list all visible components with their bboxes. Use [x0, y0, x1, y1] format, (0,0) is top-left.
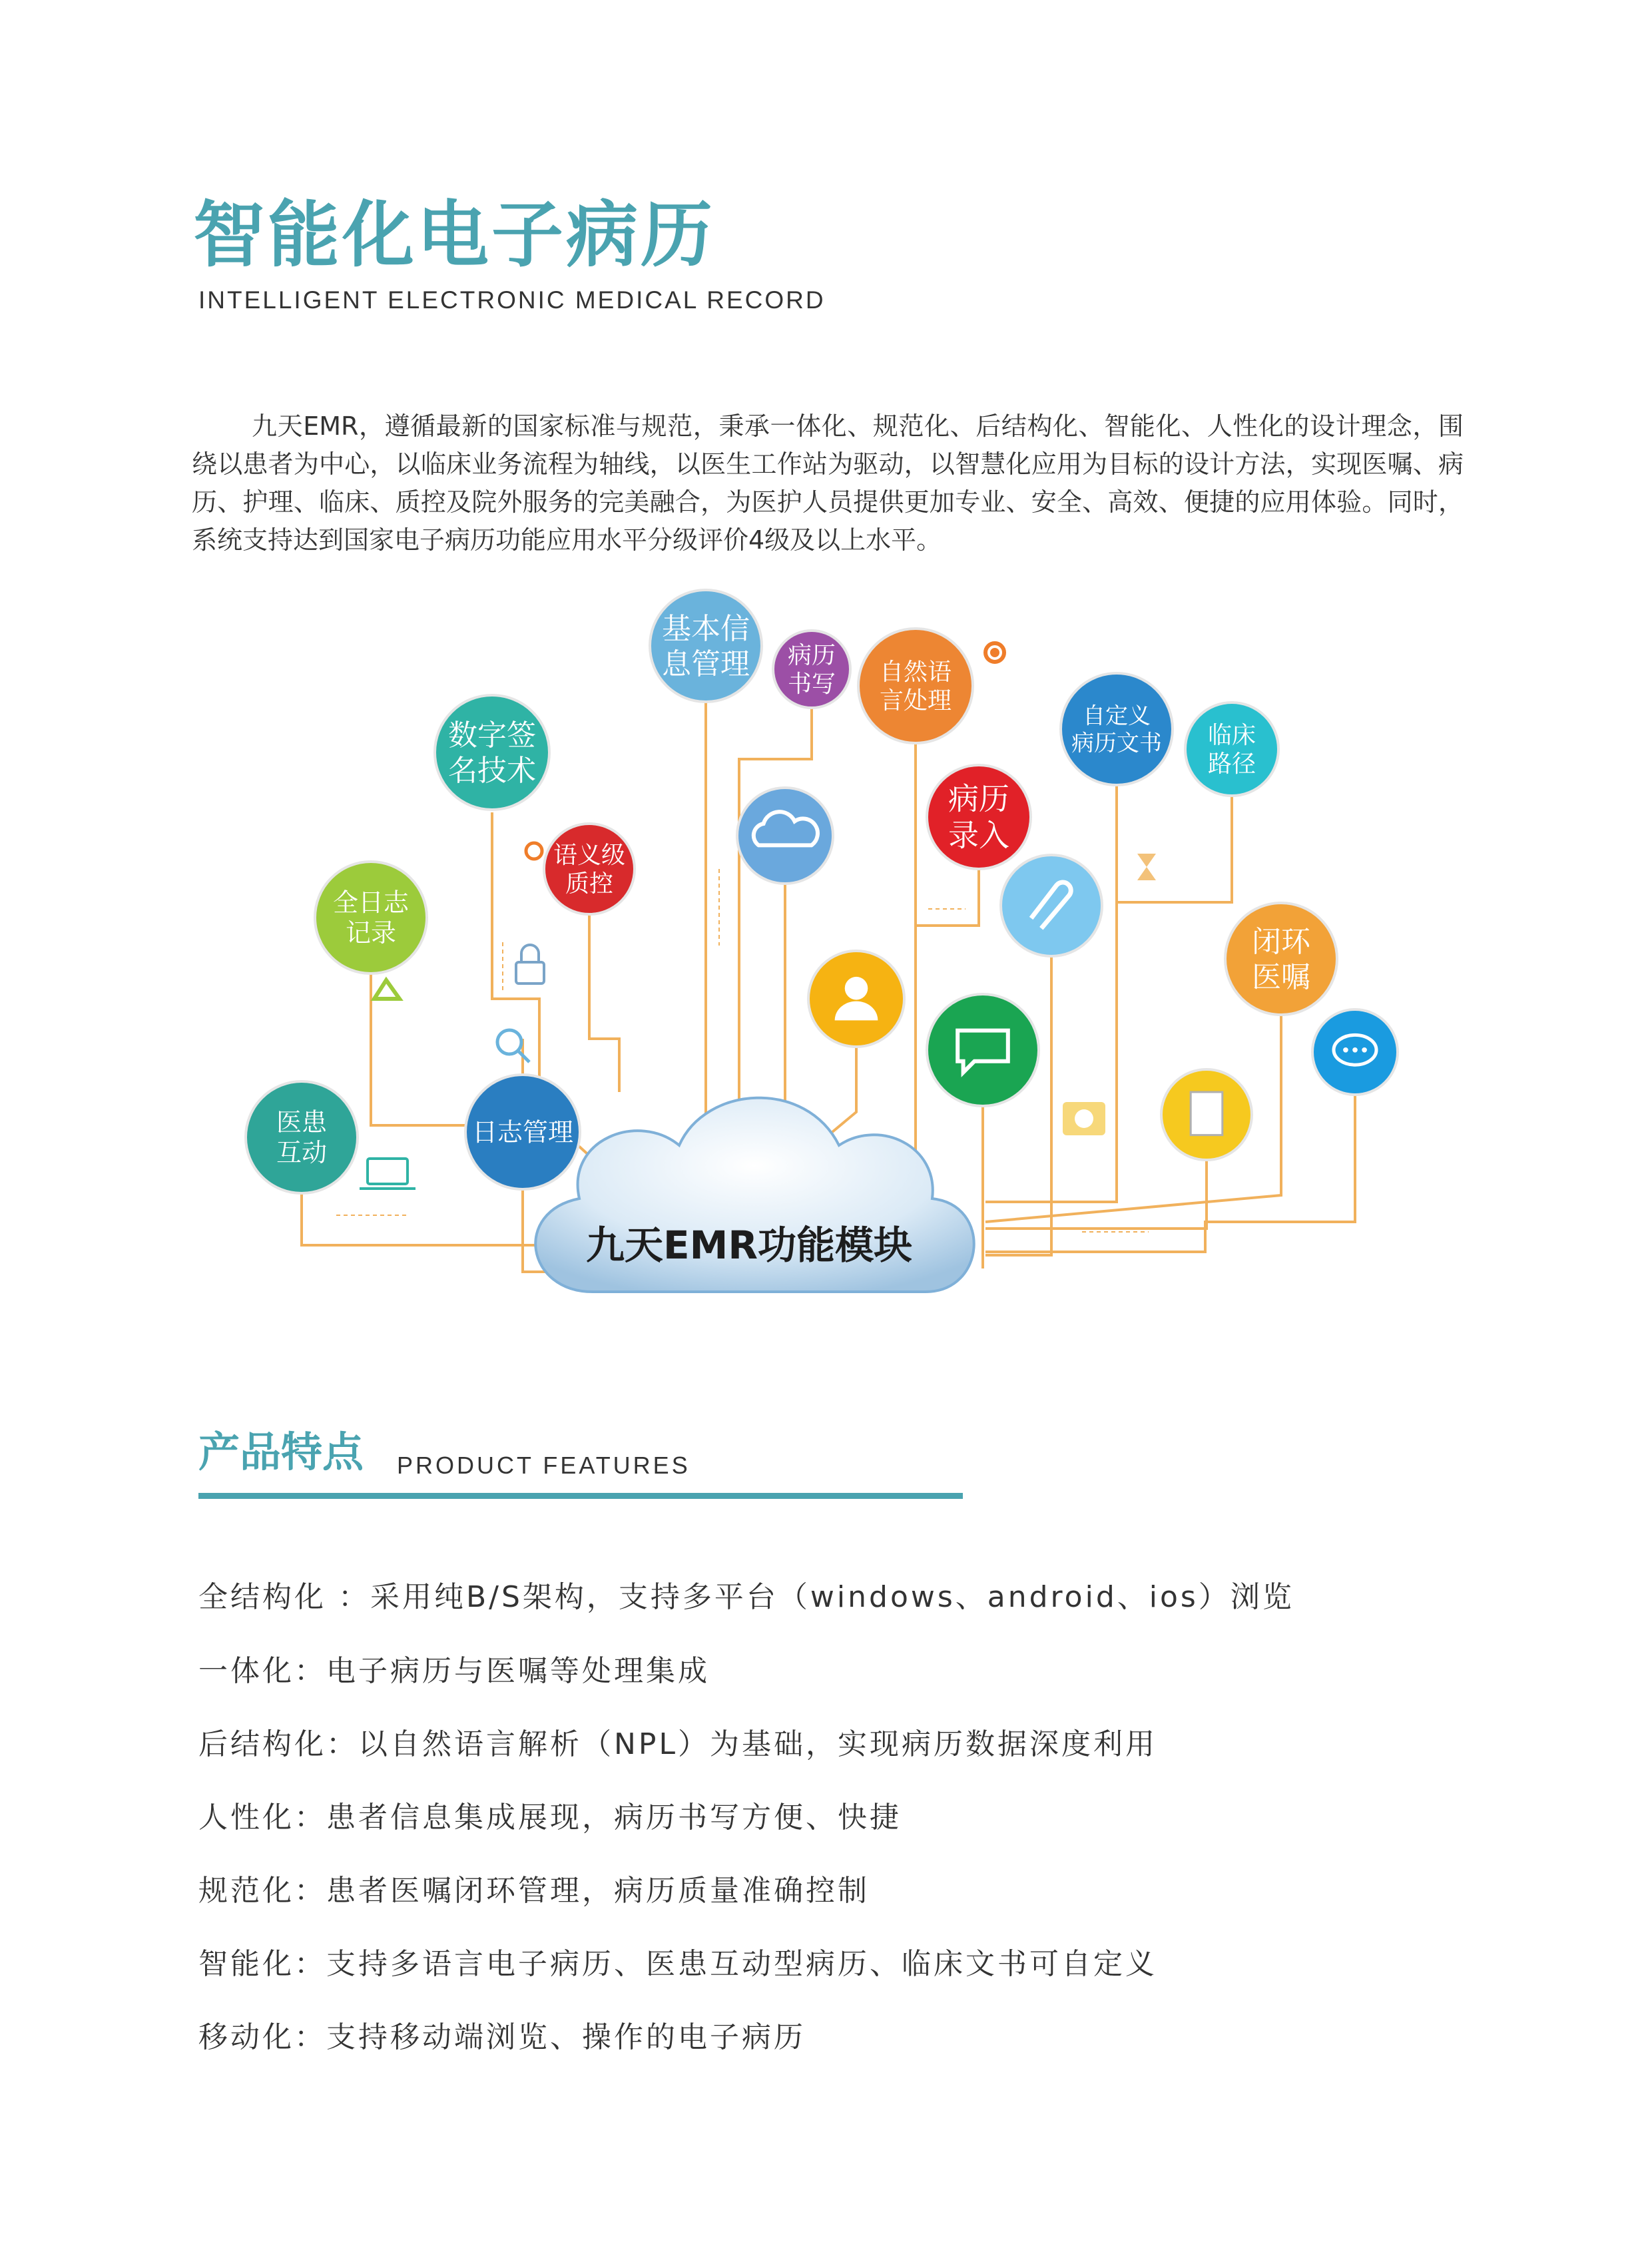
- module-node-circle: [315, 862, 427, 974]
- module-node-label: 息管理: [662, 647, 750, 681]
- module-node-label: 日志管理: [471, 1117, 574, 1147]
- module-node: [1225, 903, 1337, 1015]
- center-cloud: [535, 1098, 973, 1292]
- module-node-label: 录入: [948, 817, 1009, 854]
- module-node-circle: [858, 629, 973, 743]
- magnifier-icon: [497, 1030, 529, 1062]
- page-subtitle: INTELLIGENT ELECTRONIC MEDICAL RECORD: [198, 286, 826, 314]
- feature-item: 人性化：患者信息集成展现，病历书写方便、快捷: [198, 1801, 902, 1834]
- module-node: [544, 824, 635, 914]
- document-icon: [1161, 1069, 1252, 1160]
- camera-icon: [1063, 1102, 1105, 1135]
- module-node-label: 临床: [1207, 722, 1256, 749]
- module-node-label: 医嘱: [1252, 960, 1310, 994]
- hourglass-icon: [1137, 854, 1156, 880]
- gear-icon: [526, 843, 542, 859]
- module-node-label: 言处理: [879, 687, 952, 715]
- speech-bubble-icon: [1312, 1009, 1398, 1095]
- module-node-label: 病历: [787, 642, 836, 669]
- module-node: [465, 1075, 580, 1189]
- module-node: [246, 1081, 358, 1193]
- gear-icon: [985, 643, 1004, 662]
- module-node-label: 闭环: [1252, 925, 1310, 959]
- module-node-label: 语义级: [553, 842, 626, 869]
- module-node: [435, 695, 549, 810]
- module-node-label: 名技术: [448, 753, 536, 788]
- module-node-label: 互动: [276, 1138, 328, 1168]
- module-node-circle: [435, 695, 549, 810]
- module-node-label: 质控: [565, 870, 614, 898]
- features-divider: [198, 1493, 963, 1499]
- module-node-label: 数字签: [448, 718, 536, 752]
- feature-item: 后结构化：以自然语言解析（NPL）为基础，实现病历数据深度利用: [198, 1727, 1157, 1761]
- module-node-label: 医患: [276, 1107, 328, 1137]
- module-node-label: 书写: [787, 671, 836, 699]
- module-node-label: 记录: [345, 918, 397, 948]
- center-label: 九天EMR功能模块: [586, 1223, 912, 1268]
- module-node: [1061, 673, 1173, 785]
- module-node: [773, 631, 850, 708]
- feature-item: 移动化：支持移动端浏览、操作的电子病历: [198, 2020, 806, 2054]
- features-subtitle: PRODUCT FEATURES: [397, 1452, 690, 1479]
- message-icon: [927, 994, 1039, 1106]
- paperclip-icon: [1001, 855, 1102, 956]
- module-node-circle: [1225, 903, 1337, 1015]
- features-title: 产品特点: [198, 1428, 364, 1476]
- module-node-circle: [544, 824, 635, 914]
- intro-paragraph: 九天EMR，遵循最新的国家标准与规范，秉承一体化、规范化、后结构化、智能化、人性化的设计理念，围绕以患者为中心，以临床业务流程为轴线，以医生工作站为驱动，以智慧化应用为目标的设计方法，实现医嘱、病历、护理、临床、质控及院外服务的完美融合，为医护人员提供更加专业、安全、高效、便捷的应用体验。同时，系统支持达到国家电子病历功能应用水平分级评价4级及以上水平。: [192, 412, 1464, 555]
- module-node-circle: [650, 590, 762, 702]
- feature-item: 规范化：患者医嘱闭环管理，病历质量准确控制: [198, 1874, 870, 1908]
- page-title: 智能化电子病历: [193, 194, 716, 277]
- feature-item: 全结构化 ：采用纯B/S架构，支持多平台（windows、android、ios）浏览: [198, 1580, 1294, 1614]
- cloud-chat-icon: [737, 788, 833, 884]
- module-node-label: 基本信: [662, 612, 750, 646]
- user-icon: [808, 951, 904, 1047]
- module-node: [927, 765, 1031, 869]
- feature-item: 智能化：支持多语言电子病历、医患互动型病历、临床文书可自定义: [198, 1947, 1157, 1981]
- module-node-label: 自定义: [1083, 702, 1151, 730]
- module-node-circle: [246, 1081, 358, 1193]
- recycle-icon: [374, 980, 400, 999]
- module-node: [1185, 702, 1278, 796]
- module-node-label: 病历: [948, 780, 1009, 817]
- module-node: [650, 590, 762, 702]
- module-node-label: 路径: [1207, 750, 1256, 778]
- module-node-label: 全日志: [332, 888, 410, 918]
- emr-function-diagram: [220, 573, 1418, 1358]
- module-node: [858, 629, 973, 743]
- module-node-label: 自然语: [879, 659, 952, 686]
- lock-icon: [516, 945, 544, 983]
- module-node: [315, 862, 427, 974]
- laptop-wifi-icon: [360, 1159, 415, 1189]
- module-node-circle: [1185, 702, 1278, 796]
- module-node-label: 病历文书: [1071, 730, 1162, 757]
- feature-item: 一体化：电子病历与医嘱等处理集成: [198, 1654, 710, 1688]
